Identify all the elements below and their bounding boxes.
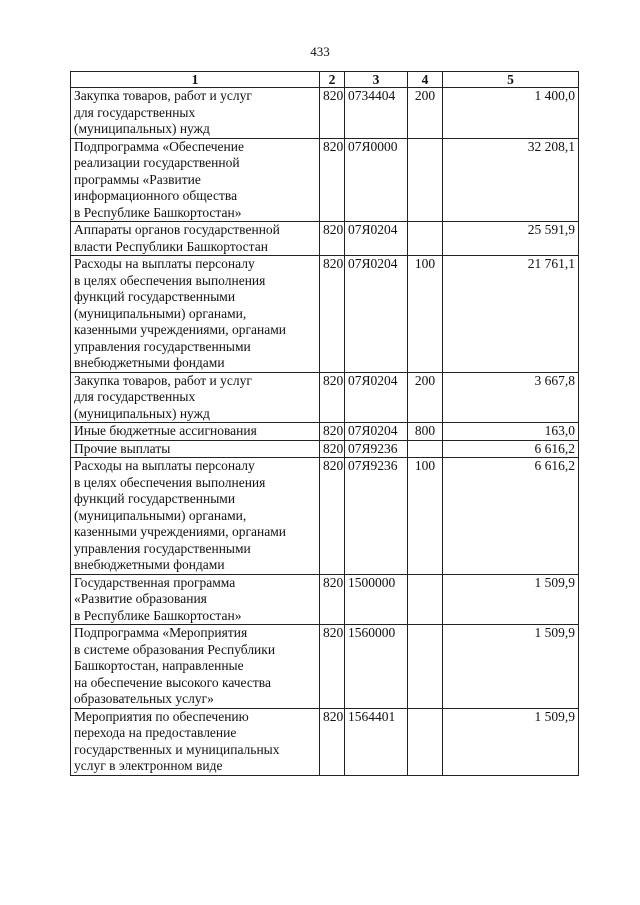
column-header-1: 1 bbox=[71, 72, 320, 88]
expense-type-cell: 200 bbox=[408, 88, 443, 139]
amount-cell: 21 761,1 bbox=[443, 256, 579, 373]
ministry-code-cell: 820 bbox=[320, 574, 345, 625]
page-number: 433 bbox=[310, 44, 330, 59]
table-row bbox=[71, 625, 579, 709]
expense-type-cell: 800 bbox=[408, 423, 443, 441]
target-article-cell: 1500000 bbox=[345, 574, 408, 625]
expense-type-cell: 100 bbox=[408, 256, 443, 373]
expense-name-cell: Аппараты органов государственной власти Республики Башкортостан bbox=[71, 222, 320, 256]
column-header-2: 2 bbox=[320, 72, 345, 88]
amount-cell: 1 509,9 bbox=[443, 625, 579, 709]
target-article-cell: 07Я0204 bbox=[345, 256, 408, 373]
amount-cell: 1 509,9 bbox=[443, 574, 579, 625]
amount-cell: 1 400,0 bbox=[443, 88, 579, 139]
expense-type-cell bbox=[408, 440, 443, 458]
table-header-row bbox=[71, 72, 579, 88]
target-article-cell: 1564401 bbox=[345, 708, 408, 775]
amount-cell: 1 509,9 bbox=[443, 708, 579, 775]
amount-cell: 6 616,2 bbox=[443, 458, 579, 575]
expense-name-cell: Подпрограмма «Обеспечение реализации государственной программы «Развитие информационного общества в Республике Башкортостан» bbox=[71, 138, 320, 222]
expense-type-cell: 200 bbox=[408, 372, 443, 423]
target-article-cell: 1560000 bbox=[345, 625, 408, 709]
ministry-code-cell: 820 bbox=[320, 138, 345, 222]
ministry-code-cell: 820 bbox=[320, 625, 345, 709]
table-row bbox=[71, 574, 579, 625]
expense-type-cell bbox=[408, 574, 443, 625]
expense-name-cell: Иные бюджетные ассигнования bbox=[71, 423, 320, 441]
target-article-cell: 07Я0000 bbox=[345, 138, 408, 222]
expense-name-cell: Мероприятия по обеспечению перехода на предоставление государственных и муниципальных услуг в электронном виде bbox=[71, 708, 320, 775]
column-header-4: 4 bbox=[408, 72, 443, 88]
table-row bbox=[71, 440, 579, 458]
table-row bbox=[71, 372, 579, 423]
ministry-code-cell: 820 bbox=[320, 222, 345, 256]
target-article-cell: 07Я0204 bbox=[345, 372, 408, 423]
amount-cell: 3 667,8 bbox=[443, 372, 579, 423]
target-article-cell: 07Я0204 bbox=[345, 222, 408, 256]
table-body bbox=[71, 88, 579, 776]
expense-type-cell bbox=[408, 625, 443, 709]
expense-type-cell bbox=[408, 138, 443, 222]
table-row bbox=[71, 256, 579, 373]
amount-cell: 163,0 bbox=[443, 423, 579, 441]
ministry-code-cell: 820 bbox=[320, 372, 345, 423]
ministry-code-cell: 820 bbox=[320, 458, 345, 575]
expense-name-cell: Государственная программа «Развитие образования в Республике Башкортостан» bbox=[71, 574, 320, 625]
target-article-cell: 07Я0204 bbox=[345, 423, 408, 441]
budget-table bbox=[70, 71, 579, 776]
expense-name-cell: Расходы на выплаты персоналу в целях обеспечения выполнения функций государственными (муниципальными) органами, казенными учреждениями, органами управления государственными внебюджетными фондами bbox=[71, 458, 320, 575]
ministry-code-cell: 820 bbox=[320, 423, 345, 441]
expense-type-cell: 100 bbox=[408, 458, 443, 575]
table-row bbox=[71, 138, 579, 222]
expense-name-cell: Закупка товаров, работ и услуг для государственных (муниципальных) нужд bbox=[71, 372, 320, 423]
table-row bbox=[71, 458, 579, 575]
table-row bbox=[71, 423, 579, 441]
amount-cell: 6 616,2 bbox=[443, 440, 579, 458]
ministry-code-cell: 820 bbox=[320, 708, 345, 775]
target-article-cell: 07Я9236 bbox=[345, 458, 408, 575]
ministry-code-cell: 820 bbox=[320, 256, 345, 373]
ministry-code-cell: 820 bbox=[320, 440, 345, 458]
table-row bbox=[71, 88, 579, 139]
table-row bbox=[71, 708, 579, 775]
amount-cell: 25 591,9 bbox=[443, 222, 579, 256]
target-article-cell: 0734404 bbox=[345, 88, 408, 139]
table-row bbox=[71, 222, 579, 256]
expense-type-cell bbox=[408, 222, 443, 256]
expense-name-cell: Расходы на выплаты персоналу в целях обеспечения выполнения функций государственными (муниципальными) органами, казенными учреждениями, органами управления государственными внебюджетными фондами bbox=[71, 256, 320, 373]
amount-cell: 32 208,1 bbox=[443, 138, 579, 222]
column-header-3: 3 bbox=[345, 72, 408, 88]
expense-name-cell: Подпрограмма «Мероприятия в системе образования Республики Башкортостан, направленные на обеспечение высокого качества образовательных услуг» bbox=[71, 625, 320, 709]
expense-type-cell bbox=[408, 708, 443, 775]
ministry-code-cell: 820 bbox=[320, 88, 345, 139]
target-article-cell: 07Я9236 bbox=[345, 440, 408, 458]
column-header-5: 5 bbox=[443, 72, 579, 88]
expense-name-cell: Прочие выплаты bbox=[71, 440, 320, 458]
expense-name-cell: Закупка товаров, работ и услуг для государственных (муниципальных) нужд bbox=[71, 88, 320, 139]
